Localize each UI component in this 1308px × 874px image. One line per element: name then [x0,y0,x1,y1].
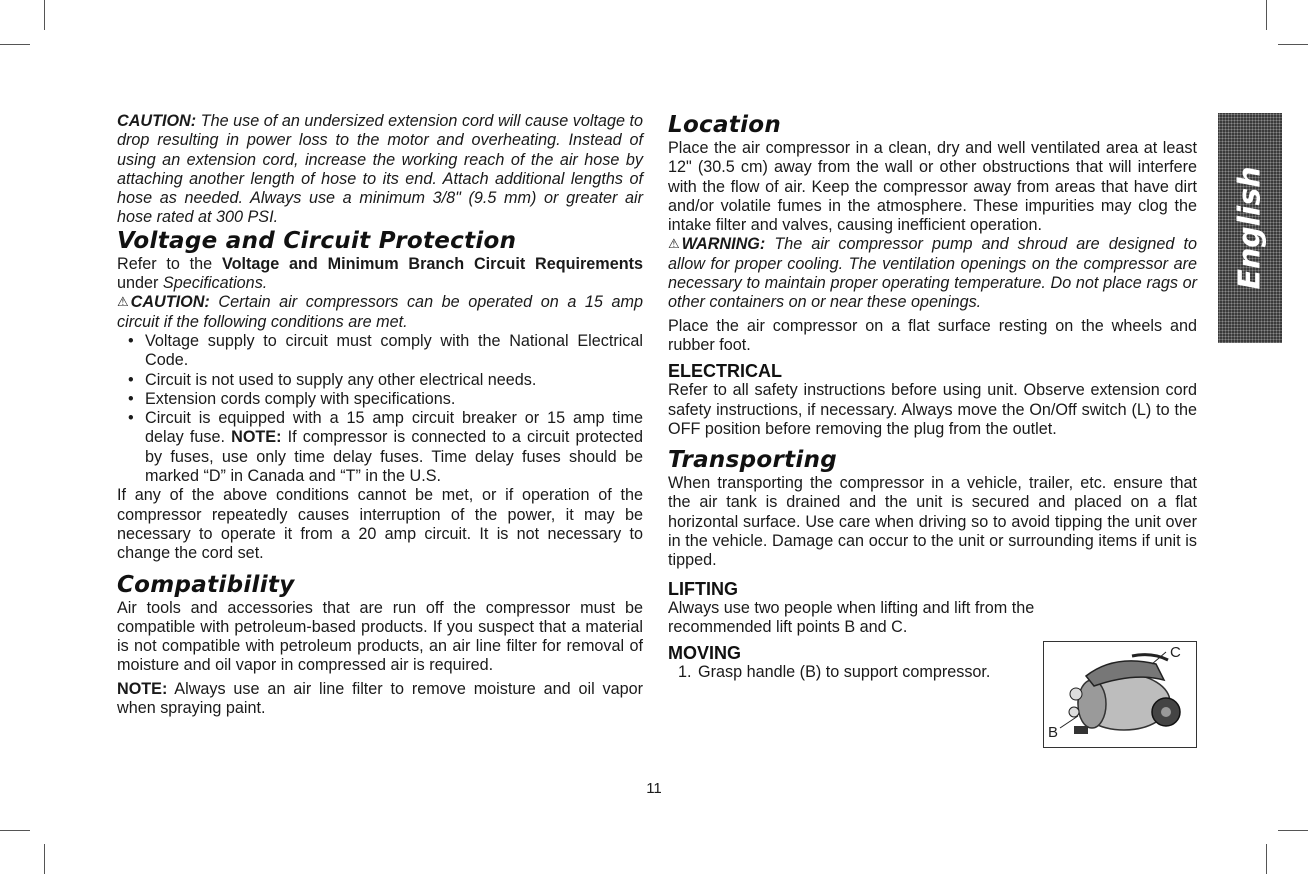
step-text: Grasp handle (B) to support compressor. [698,663,991,682]
conditions-paragraph: If any of the above conditions cannot be met, or if operation of the compressor repeatedly causes interruption of the power, it may be necessary to operate it from a 20 amp circuit. It is not necessary to change the cord set. [117,486,643,563]
transport-heading: Transporting [668,447,838,474]
note-text: Always use an air line filter to remove moisture and oil vapor when spraying paint. [117,679,643,718]
bullet4-post: If compressor is connected to a circuit protected by fuses, use only time delay fuses. Time delay fuses should be marked “D” in Canada and “T” in the U.S. [145,428,643,486]
crop-mark [1278,830,1308,831]
list-item [117,409,643,486]
warning-triangle-icon: ⚠ [117,294,129,310]
crop-mark [0,44,30,45]
bullet4-note: NOTE: [231,428,282,447]
moving-heading: MOVING [668,643,742,664]
refer-under: under [117,274,163,293]
electrical-heading: ELECTRICAL [668,361,782,382]
compat-paragraph: Air tools and accessories that are run off the compressor must be compatible with petroleum-based products. If you suspect that a material is not compatible with petroleum products, an air line filter for removal of moisture and oil vapor in compressed air is required. [117,598,643,675]
page-number: 11 [646,780,662,797]
caution2-paragraph [117,293,643,332]
compat-heading: Compatibility [117,571,295,598]
figure-label-b: B [1048,724,1059,741]
compressor-figure [1043,641,1197,748]
language-tab [1218,113,1282,343]
warning-text: The air compressor pump and shroud are designed to allow for proper cooling. The ventilation openings on the compressor are necessary to maintain proper operating temperature. Do not place rags or other containers on or near these openings. [668,235,1197,312]
conditions-list [117,332,643,486]
caution2-text: Certain air compressors can be operated on a 15 amp circuit if the following conditions are met. [117,293,643,331]
caution-paragraph [117,112,643,228]
step-number: 1. [678,663,692,682]
location-paragraph: Place the air compressor in a clean, dry and well ventilated area at least 12" (30.5 cm) away from the wall or other obstructions that will interfere with the flow of air. Keep the compressor away from areas that have dirt and/or volatile fumes in the atmosphere. These impurities may clog the intake filter and valves, causing inefficient operation. [668,139,1197,235]
lifting-heading: LIFTING [668,578,738,599]
lifting-paragraph: Always use two people when lifting and lift from the recommended lift points B and C. [668,598,1035,636]
list-item: • Voltage supply to circuit must comply with the National Electrical Code. [117,332,643,371]
note-label: NOTE: [117,679,168,698]
figure-label-c: C [1170,644,1181,661]
crop-mark [1266,0,1267,30]
electrical-paragraph: Refer to all safety instructions before using unit. Observe extension cord safety instructions, if necessary. Always move the On/Off switch (L) to the OFF position before removing the plug from the outlet. [668,381,1197,438]
caution2-label: CAUTION: [130,293,210,312]
transport-paragraph: When transporting the compressor in a vehicle, trailer, etc. ensure that the air tank is drained and the unit is secured and placed on a flat horizontal surface. Use care when driving so to avoid tipping the unit over in the vehicle. Damage can occur to the unit or surrounding items if unit is tipped. [668,474,1197,570]
bullet4-pre: Circuit is equipped with a 15 amp circuit breaker or 15 amp time delay fuse. [145,409,643,447]
voltage-heading: Voltage and Circuit Protection [117,227,517,254]
list-item: • Circuit is not used to supply any other electrical needs. [117,371,643,390]
refer-paragraph [117,255,643,294]
note-paragraph [117,680,643,719]
caution-label: CAUTION: [117,112,197,130]
crop-mark [44,844,45,874]
crop-mark [0,830,30,831]
refer-prefix: Refer to the [117,254,222,273]
list-item: • Extension cords comply with specifications. [117,390,643,409]
warning-label: WARNING: [681,235,766,254]
refer-specs: Specifications. [162,274,268,293]
language-tab-label: English [1232,166,1268,290]
place-paragraph: Place the air compressor on a flat surface resting on the wheels and rubber foot. [668,316,1197,354]
right-column [668,112,1197,683]
warning-paragraph [668,235,1197,312]
crop-mark [1266,844,1267,874]
left-column [117,112,643,718]
refer-bold: Voltage and Minimum Branch Circuit Requirements [221,254,643,273]
crop-mark [44,0,45,30]
location-heading: Location [668,112,782,138]
crop-mark [1278,44,1308,45]
warning-triangle-icon: ⚠ [668,236,680,252]
caution-text: The use of an undersized extension cord will cause voltage to drop resulting in power loss to the motor and overheating. Instead of using an extension cord, increase the working reach of the air hose by attaching another length of hose to its end. Attach additional lengths of hose as needed. Always use a minimum 3/8" (9.5 mm) or greater air hose rated at 300 PSI. [117,112,643,227]
